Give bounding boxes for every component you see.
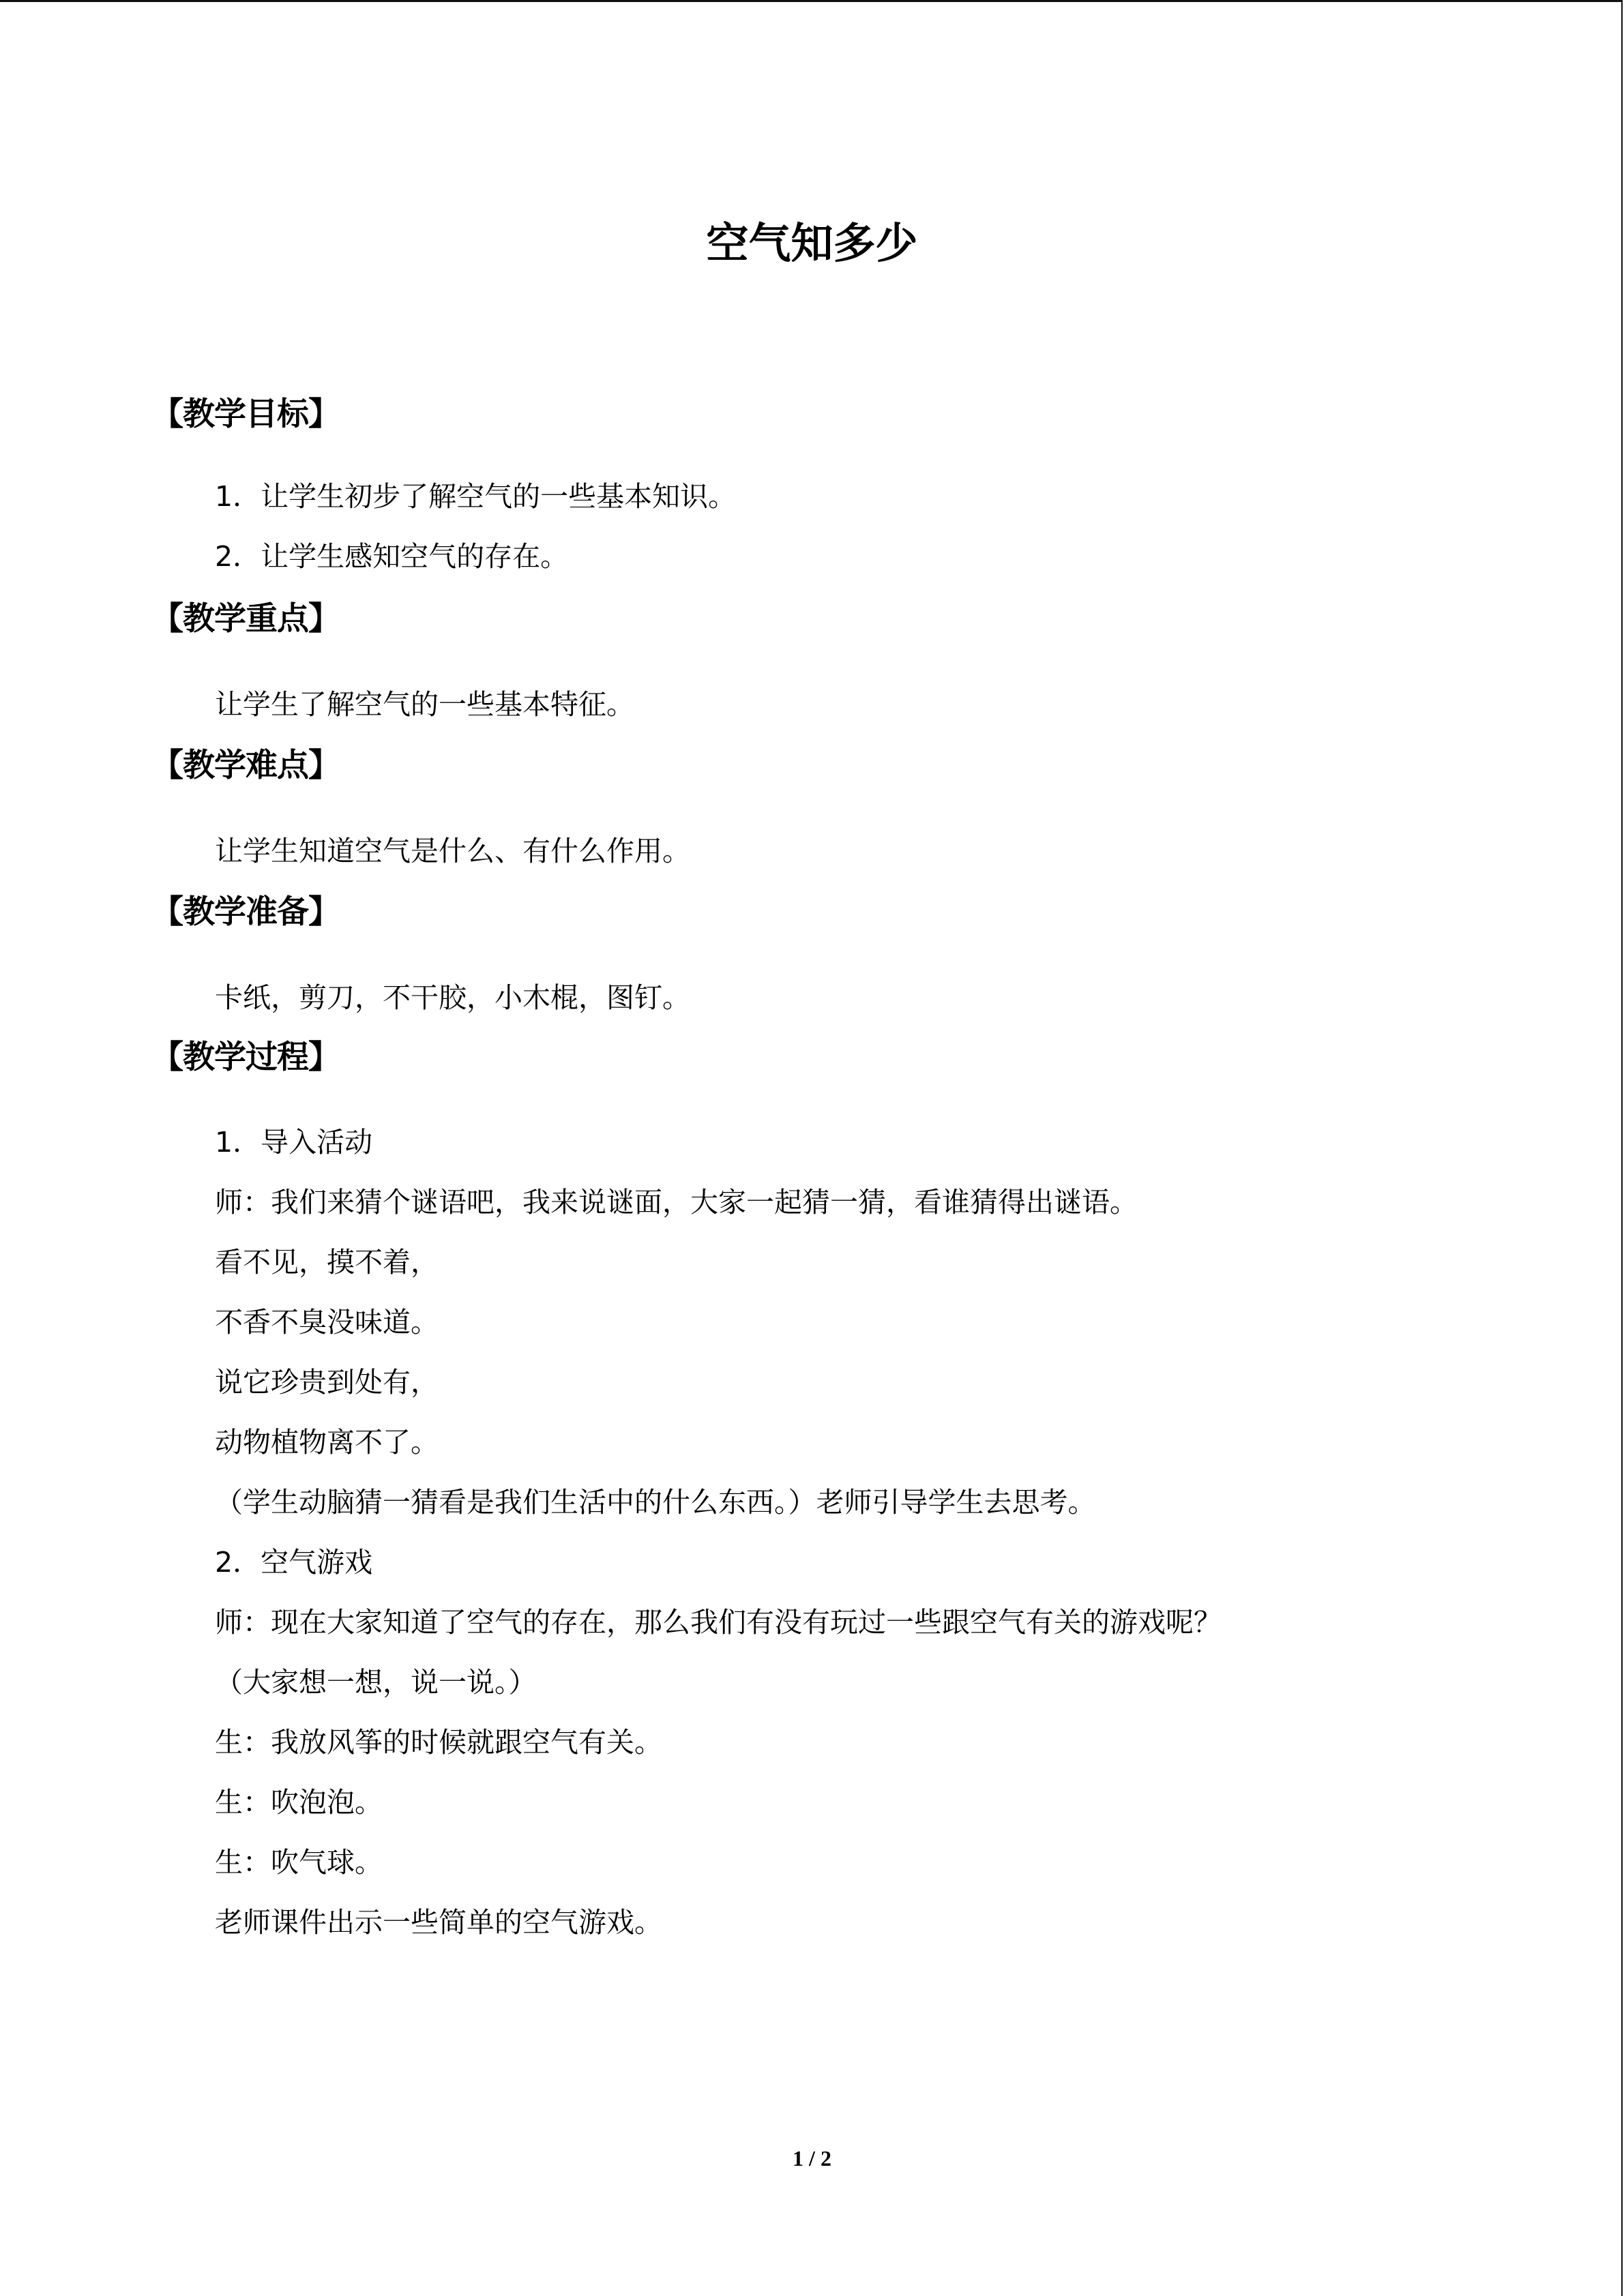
process-line-student-guess: （学生动脑猜一猜看是我们生活中的什么东西。）老师引导学生去思考。: [215, 1486, 1096, 1519]
process-line-riddle-3: 说它珍贵到处有，: [215, 1366, 439, 1399]
process-line-riddle-1: 看不见，摸不着，: [215, 1246, 439, 1279]
process-line-teacher-question: 师：现在大家知道了空气的存在，那么我们有没有玩过一些跟空气有关的游戏呢？: [215, 1606, 1222, 1639]
preparation-line-1: 卡纸，剪刀，不干胶，小木棍，图钉。: [215, 981, 690, 1014]
process-line-student-kite: 生：我放风筝的时候就跟空气有关。: [215, 1726, 662, 1759]
section-heading-objectives: 【教学目标】: [151, 396, 340, 433]
section-heading-process: 【教学过程】: [151, 1039, 340, 1076]
process-subheading-intro: 1．导入活动: [215, 1126, 373, 1159]
document-title: 空气知多少: [706, 218, 918, 268]
process-line-student-balloon: 生：吹气球。: [215, 1846, 383, 1879]
process-subheading-games: 2．空气游戏: [215, 1546, 373, 1579]
page-number: 1 / 2: [793, 2146, 831, 2171]
objectives-line-2: 2．让学生感知空气的存在。: [215, 540, 569, 573]
process-line-teacher-slides: 老师课件出示一些简单的空气游戏。: [215, 1906, 662, 1939]
difficulties-line-1: 让学生知道空气是什么、有什么作用。: [215, 835, 690, 867]
process-line-teacher-riddle: 师：我们来猜个谜语吧，我来说谜面，大家一起猜一猜，看谁猜得出谜语。: [215, 1186, 1138, 1219]
section-heading-preparation: 【教学准备】: [151, 893, 340, 931]
section-heading-key-points: 【教学重点】: [151, 600, 340, 638]
objectives-line-1: 1．让学生初步了解空气的一些基本知识。: [215, 480, 737, 513]
process-line-student-bubbles: 生：吹泡泡。: [215, 1786, 383, 1819]
process-line-discuss: （大家想一想，说一说。）: [215, 1666, 537, 1699]
key-points-line-1: 让学生了解空气的一些基本特征。: [215, 688, 634, 721]
section-heading-difficulties: 【教学难点】: [151, 747, 340, 784]
process-line-riddle-2: 不香不臭没味道。: [215, 1306, 439, 1339]
process-line-riddle-4: 动物植物离不了。: [215, 1426, 439, 1459]
